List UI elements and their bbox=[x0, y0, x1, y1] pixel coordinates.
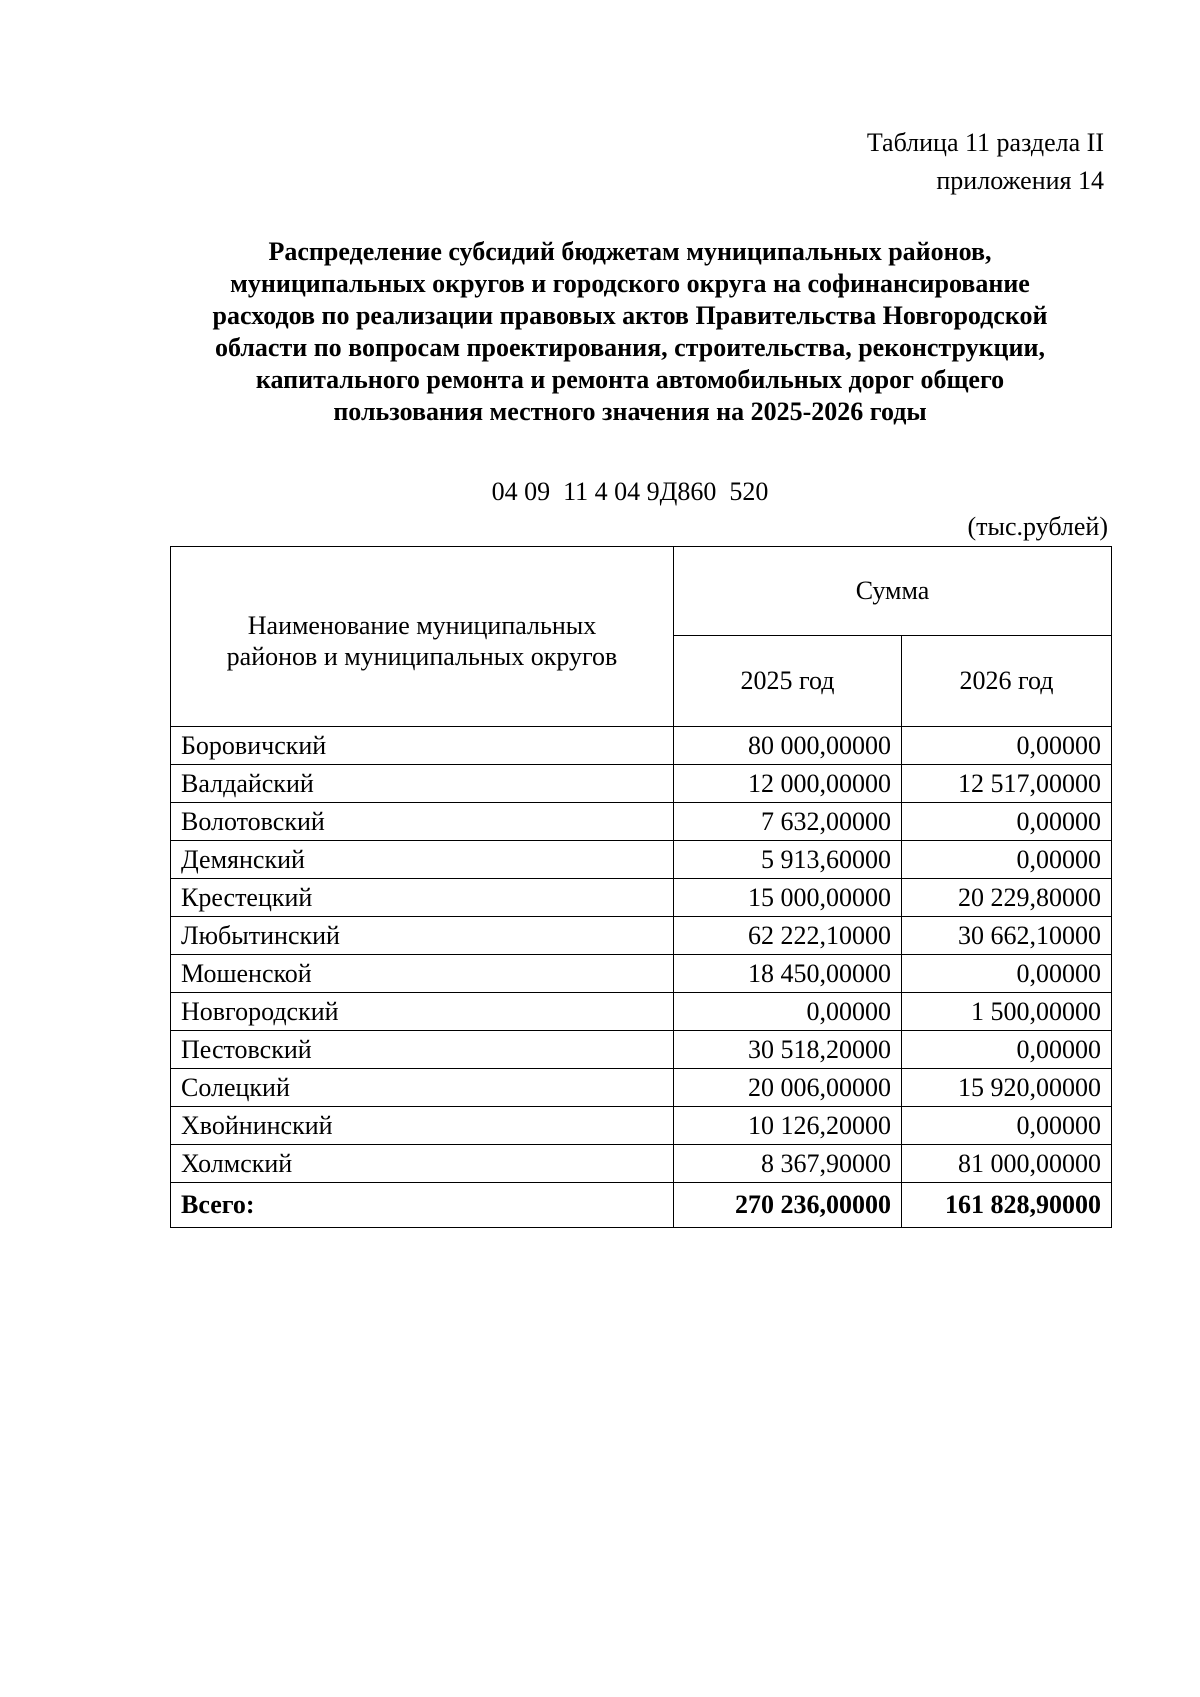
column-header-2026: 2026 год bbox=[902, 636, 1112, 727]
title-line: области по вопросам проектирования, строительства, реконструкции, bbox=[214, 333, 1046, 362]
subsidy-distribution-table bbox=[170, 546, 1112, 1228]
district-name: Боровичский bbox=[171, 727, 674, 765]
column-header-name-line2: районов и муниципальных округов bbox=[226, 641, 618, 671]
amount-2025: 5 913,60000 bbox=[674, 841, 902, 879]
amount-2026: 12 517,00000 bbox=[902, 765, 1112, 803]
total-label: Всего: bbox=[171, 1183, 674, 1228]
amount-2026: 0,00000 bbox=[902, 1031, 1112, 1069]
table-row bbox=[171, 1031, 1112, 1069]
amount-2025: 12 000,00000 bbox=[674, 765, 902, 803]
amount-2025: 0,00000 bbox=[674, 993, 902, 1031]
amount-2026: 0,00000 bbox=[902, 841, 1112, 879]
district-name: Крестецкий bbox=[171, 879, 674, 917]
table-row bbox=[171, 841, 1112, 879]
amount-2025: 8 367,90000 bbox=[674, 1145, 902, 1183]
column-header-sum: Сумма bbox=[674, 547, 1112, 636]
amount-2026: 81 000,00000 bbox=[902, 1145, 1112, 1183]
amount-2025: 15 000,00000 bbox=[674, 879, 902, 917]
amount-2025: 62 222,10000 bbox=[674, 917, 902, 955]
amount-2025: 10 126,20000 bbox=[674, 1107, 902, 1145]
total-2026: 161 828,90000 bbox=[902, 1183, 1112, 1228]
document-title bbox=[160, 236, 1100, 428]
district-name: Солецкий bbox=[171, 1069, 674, 1107]
table-reference-line1: Таблица 11 раздела II bbox=[866, 128, 1104, 157]
table-row bbox=[171, 1069, 1112, 1107]
table-reference bbox=[867, 124, 1104, 200]
amount-2026: 15 920,00000 bbox=[902, 1069, 1112, 1107]
title-line: муниципальных округов и городского округа на софинансирование bbox=[230, 269, 1030, 298]
amount-2025: 18 450,00000 bbox=[674, 955, 902, 993]
amount-2026: 0,00000 bbox=[902, 727, 1112, 765]
district-name: Демянский bbox=[171, 841, 674, 879]
table-row bbox=[171, 765, 1112, 803]
amount-2025: 7 632,00000 bbox=[674, 803, 902, 841]
table-row bbox=[171, 1107, 1112, 1145]
column-header-name bbox=[171, 547, 674, 727]
title-line: капитального ремонта и ремонта автомобильных дорог общего bbox=[255, 365, 1005, 394]
column-header-2025: 2025 год bbox=[674, 636, 902, 727]
amount-2025: 80 000,00000 bbox=[674, 727, 902, 765]
budget-classification-code: 04 09 11 4 04 9Д860 520 bbox=[491, 477, 769, 506]
amount-2025: 20 006,00000 bbox=[674, 1069, 902, 1107]
district-name: Пестовский bbox=[171, 1031, 674, 1069]
amount-2025: 30 518,20000 bbox=[674, 1031, 902, 1069]
amount-2026: 0,00000 bbox=[902, 955, 1112, 993]
column-header-name-line1: Наименование муниципальных bbox=[247, 610, 597, 640]
amount-2026: 1 500,00000 bbox=[902, 993, 1112, 1031]
title-line: пользования местного значения на 2025-2026 годы bbox=[333, 397, 927, 426]
district-name: Новгородский bbox=[171, 993, 674, 1031]
title-line: Распределение субсидий бюджетам муниципальных районов, bbox=[268, 237, 992, 266]
total-2025: 270 236,00000 bbox=[674, 1183, 902, 1228]
table-row bbox=[171, 1145, 1112, 1183]
district-name: Любытинский bbox=[171, 917, 674, 955]
amount-2026: 20 229,80000 bbox=[902, 879, 1112, 917]
table-reference-line2: приложения 14 bbox=[936, 166, 1104, 195]
table-row bbox=[171, 727, 1112, 765]
table-row bbox=[171, 917, 1112, 955]
table-row bbox=[171, 879, 1112, 917]
district-name: Холмский bbox=[171, 1145, 674, 1183]
district-name: Мошенской bbox=[171, 955, 674, 993]
table-row bbox=[171, 955, 1112, 993]
district-name: Хвойнинский bbox=[171, 1107, 674, 1145]
table-row bbox=[171, 803, 1112, 841]
district-name: Валдайский bbox=[171, 765, 674, 803]
title-line: расходов по реализации правовых актов Правительства Новгородской bbox=[212, 301, 1048, 330]
units-label: (тыс.рублей) bbox=[967, 512, 1108, 541]
table-row bbox=[171, 993, 1112, 1031]
district-name: Волотовский bbox=[171, 803, 674, 841]
amount-2026: 0,00000 bbox=[902, 1107, 1112, 1145]
table-total-row bbox=[171, 1183, 1112, 1228]
amount-2026: 30 662,10000 bbox=[902, 917, 1112, 955]
amount-2026: 0,00000 bbox=[902, 803, 1112, 841]
